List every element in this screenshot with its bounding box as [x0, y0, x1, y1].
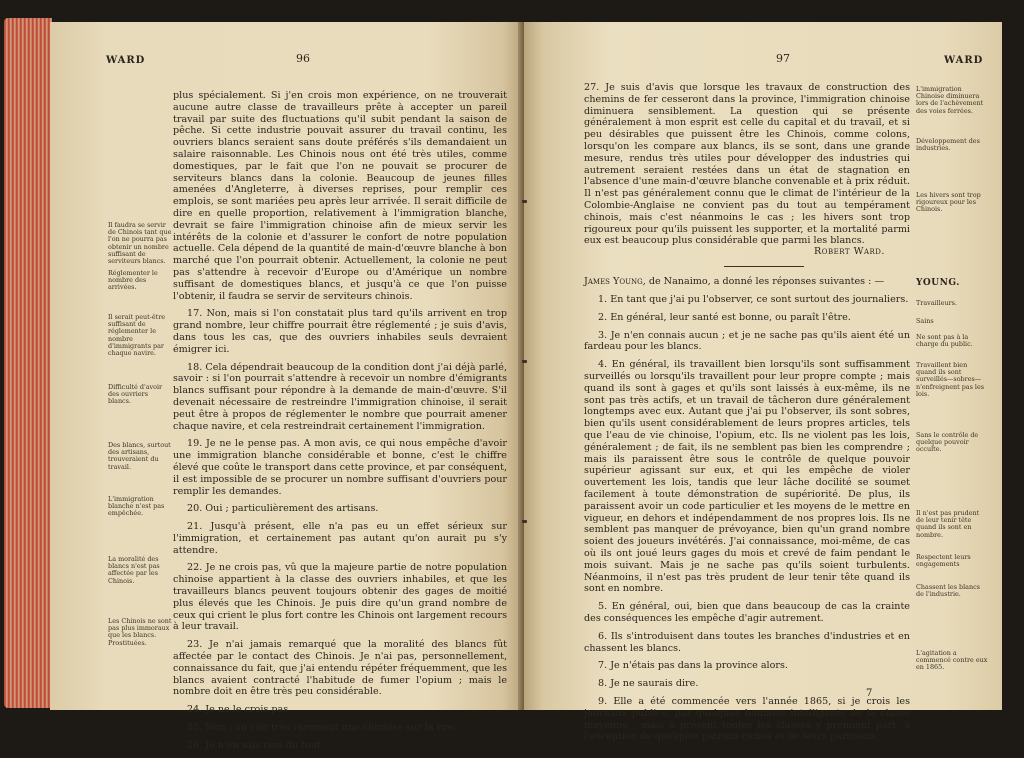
paragraph: 9. Elle a été commencée vers l'année 1865, si je crois les journaux publics, par quelques hommes intelligents de la classe moyenne ; mais à présent toutes les classes y prennent part, à l'exception de quelques patrons riches et de leurs partisans. [584, 695, 910, 743]
speaker-name: James Young [584, 276, 643, 287]
young-intro [584, 276, 910, 288]
paragraph: 8. Je ne saurais dire. [598, 678, 699, 690]
right-answers [584, 294, 910, 749]
signature: Robert Ward. [814, 246, 885, 257]
signature-mark: 7 [866, 688, 873, 699]
margin-note: L'agitation a commencé contre eux en 1865. [916, 649, 988, 672]
side-heading: YOUNG. [916, 278, 960, 288]
paragraph: 2. En général, leur santé est bonne, ou paraît l'être. [598, 311, 851, 323]
margin-note: Sains [916, 317, 934, 325]
paragraph: 26. Je n'en sais rien du tout. [187, 739, 324, 751]
binding-stitch [522, 200, 527, 203]
paragraph: 18. Cela dépendrait beaucoup de la condition dont j'ai déjà parlé, savoir : si l'on pourrait s'attendre à recevoir un nombre d'émigrants blancs suffisant pour répondre à la demande de main-d'œuvre. S'il devenait nécessaire de restreindre l'immigration chinoise, il serait peut être à propos de réglementer le nombre que pourrait amener chaque navire, et cela restreindrait certainement l'immigration. [173, 361, 507, 432]
margin-note: La moralité des blancs n'est pas affectée par les Chinois. [108, 555, 160, 585]
left-page [50, 22, 522, 751]
paragraph: 7. Je n'étais pas dans la province alors. [598, 660, 788, 672]
left-running-header: WARD [106, 55, 146, 66]
margin-note: Il n'est pas prudent de leur tenir tête quand ils sont en nombre. [916, 509, 980, 539]
paragraph: 21. Jusqu'à présent, elle n'a pas eu un effet sérieux sur l'immigration, et certainement pas autant qu'on aurait pu s'y attendre. [173, 521, 507, 556]
paragraph: 24. Je ne le crois pas. [187, 704, 292, 716]
book-page-edges [4, 18, 52, 708]
paragraph: plus spécialement. Si j'en crois mon expérience, on ne trouverait aucune autre classe de travailleurs prête à accepter un pareil travail par suite des fluctuations qu'il subit pendant la saison de pêche. Si cette industrie pouvait assurer du travail continu, les ouvriers blancs seraient sans doute préférés s'ils demandaient un salaire raisonnable. Les Chinois nous ont été très utiles, comme domestiques, par le fait que l'on ne pouvait se procurer de serviteurs blancs dans la colonie. Beaucoup de jeunes filles amenées d'Angleterre, à diverses reprises, pour remplir ces emplois, se sont mariées peu après leur arrivée. Il serait difficile de dire en quelle proportion, relativement à l'immigration blanche, devrait se faire l'immigration chinoise afin de mieux servir les intérêts de la colonie et d'assurer le confort de notre population actuelle. Cela dépend de la quantité de main-d'œuvre blanche à bon marché que l'on pourrait obtenir. Actuellement, la colonie ne peut pas s'attendre à recevoir d'Europe ou d'Amérique un nombre suffisant de domestiques blancs, et jusqu'à ce que l'on puisse l'obtenir, il faudra se servir de serviteurs chinois. [173, 90, 507, 302]
binding-stitch [522, 360, 527, 363]
paragraph: 17. Non, mais si l'on constatait plus tard qu'ils arrivent en trop grand nombre, leur chiffre pourrait être réglementé ; je suis d'avis, dans tous les cas, que des ouvriers inhabiles seuls devraient émigrer ici. [173, 308, 507, 355]
paragraph: 4. En général, ils travaillent bien lorsqu'ils sont suffisamment surveillés ou lorsqu'ils travaillent pour leur propre compte ; mais quand ils sont à gages et qu'ils sont laissés à eux-même, ils ne sont pas très actifs, et un travail de tâcheron dure généralement longtemps avec eux. Autant que j'ai pu l'observer, ils sont sobres, bien qu'ils usent considérablement de leurs propres articles, tels que l'eau de vie chinoise, l'opium, etc. Ils ne violent pas les lois, généralement ; de fait, ils ne semblent pas bien les comprendre ; mais ils paraissent être sous le contrôle de quelque pouvoir supérieur agissant sur eux, et qui les empêche de violer ouvertement les lois, tandis que leur lâche docilité se soumet facilement à toute démonstration de supériorité. De plus, ils paraissent avoir un code particulier et les moyens de le mettre en vigueur, en dehors et indépendamment de nos propres lois. Ils ne semblent pas manquer de prévoyance, bien qu'un grand nombre soient des joueurs invétérés. J'ai connaissance, moi-même, de cas où ils ont joué leurs gages du mois et crevé de faim pendant le mois suivant. Mais je ne sache pas qu'ils soient turbulents. Néanmoins, il n'est pas très prudent de leur tenir tête quand ils sont en nombre. [584, 359, 910, 595]
left-page-number: 96 [296, 52, 310, 65]
margin-note: Il serait peut-être suffisant de réglementer le nombre d'immigrants par chaque navire. [108, 313, 166, 358]
margin-note: Sans le contrôle de quelque pouvoir occulte. [916, 431, 979, 454]
paragraph: 22. Je ne crois pas, vû que la majeure partie de notre population chinoise appartient à la classe des ouvriers inhabiles, et que les travailleurs blancs peuvent toujours obtenir des gages de moitié plus élevés que les Chinois. Je puis dire qu'un grand nombre de ceux qui crient le plus fort contre les Chinois ont largement recours à leur travail. [173, 562, 507, 633]
right-running-header: WARD [944, 55, 984, 66]
binding-stitch [522, 520, 527, 523]
margin-note: Difficulté d'avoir des ouvriers blancs. [108, 383, 163, 406]
section-divider [724, 266, 804, 267]
paragraph: 3. Je n'en connais aucun ; et je ne sache pas qu'ils aient été un fardeau pour les blancs. [584, 329, 910, 353]
margin-note: Des blancs, surtout des artisans, trouveraient du travail. [108, 441, 171, 471]
paragraph: 5. En général, oui, bien que dans beaucoup de cas la crainte des conséquences les empêche d'agir autrement. [584, 601, 910, 624]
margin-note: Respectent leurs engagements [916, 553, 971, 569]
margin-note: Il faudra se servir de Chinois tant que l'on ne pourra pas obtenir un nombre suffisant de serviteurs blancs. [108, 221, 172, 266]
margin-note: Réglementer le nombre des arrivées. [108, 269, 158, 292]
margin-note: Travailleurs. [916, 299, 957, 307]
right-page [524, 22, 1002, 743]
right-page-number: 97 [776, 52, 790, 65]
paragraph: 25. Non ; on voit très rarement une chinoise sur la rue. [187, 722, 457, 734]
margin-note: Chassent les blancs de l'industrie. [916, 583, 980, 599]
left-body [173, 90, 507, 758]
paragraph: 23. Je n'ai jamais remarqué que la moralité des blancs fût affectée par le contact des Chinois. Je n'ai pas, personnellement, connaissance du fait, que j'ai entendu répéter fréquemment, que les blancs avaient contracté l'habitude de fumer l'opium ; mais le nombre doit en être très peu considérable. [173, 639, 507, 698]
paragraph: 20. Oui ; particulièrement des artisans. [187, 503, 379, 515]
margin-note: L'immigration Chinoise diminuera lors de l'achèvement des voies ferrées. [916, 85, 984, 115]
margin-note: Développement des industries. [916, 137, 980, 153]
intro-text: , de Nanaimo, a donné les réponses suivantes : — [642, 276, 885, 287]
margin-note: Les Chinois ne sont pas plus immoraux que les blancs. Prostituées. [108, 617, 172, 647]
paragraph: 1. En tant que j'ai pu l'observer, ce sont surtout des journaliers. [598, 294, 909, 305]
paragraph-27: 27. Je suis d'avis que lorsque les travaux de construction des chemins de fer cesseront dans la province, l'immigration chinoise diminuera sensiblement. La question qui se présente généralement à mon esprit est celle du capital et du travail, et si peu désirables que puissent être les Chinois, comme colons, lorsqu'on les compare aux blancs, ils se sont, dans une grande mesure, rendus très utiles pour développer des industries qui autrement seraient restées dans un état de stagnation en l'absence d'une main-d'œuvre blanche convenable et à prix réduit. Il n'est pas généralement connu que le climat de l'intérieur de la Colombie-Anglaise ne convient pas du tout au tempérament chinois, mais c'est néanmoins le cas ; les hivers sont trop rigoureux pour qu'ils puissent les supporter, et la mortalité parmi eux est beaucoup plus considérable que parmi les blancs. [584, 82, 910, 247]
margin-note: Travaillent bien quand ils sont surveillés—sobres—n'enfreignent pas les lois. [916, 361, 985, 398]
margin-note: Ne sont pas à la charge du public. [916, 333, 973, 349]
margin-note: Les hivers sont trop rigoureux pour les Chinois. [916, 191, 981, 214]
paragraph: 6. Ils s'introduisent dans toutes les branches d'industries et en chassent les blancs. [584, 630, 910, 654]
paragraph: 19. Je ne le pense pas. A mon avis, ce qui nous empêche d'avoir une immigration blanche considérable et bonne, c'est le chiffre élevé que coûte le transport dans cette province, et par conséquent, il est impossible de se procurer un nombre suffisant d'ouvriers pour remplir les demandes. [173, 438, 507, 497]
margin-note: L'immigration blanche n'est pas empêchée. [108, 495, 165, 518]
